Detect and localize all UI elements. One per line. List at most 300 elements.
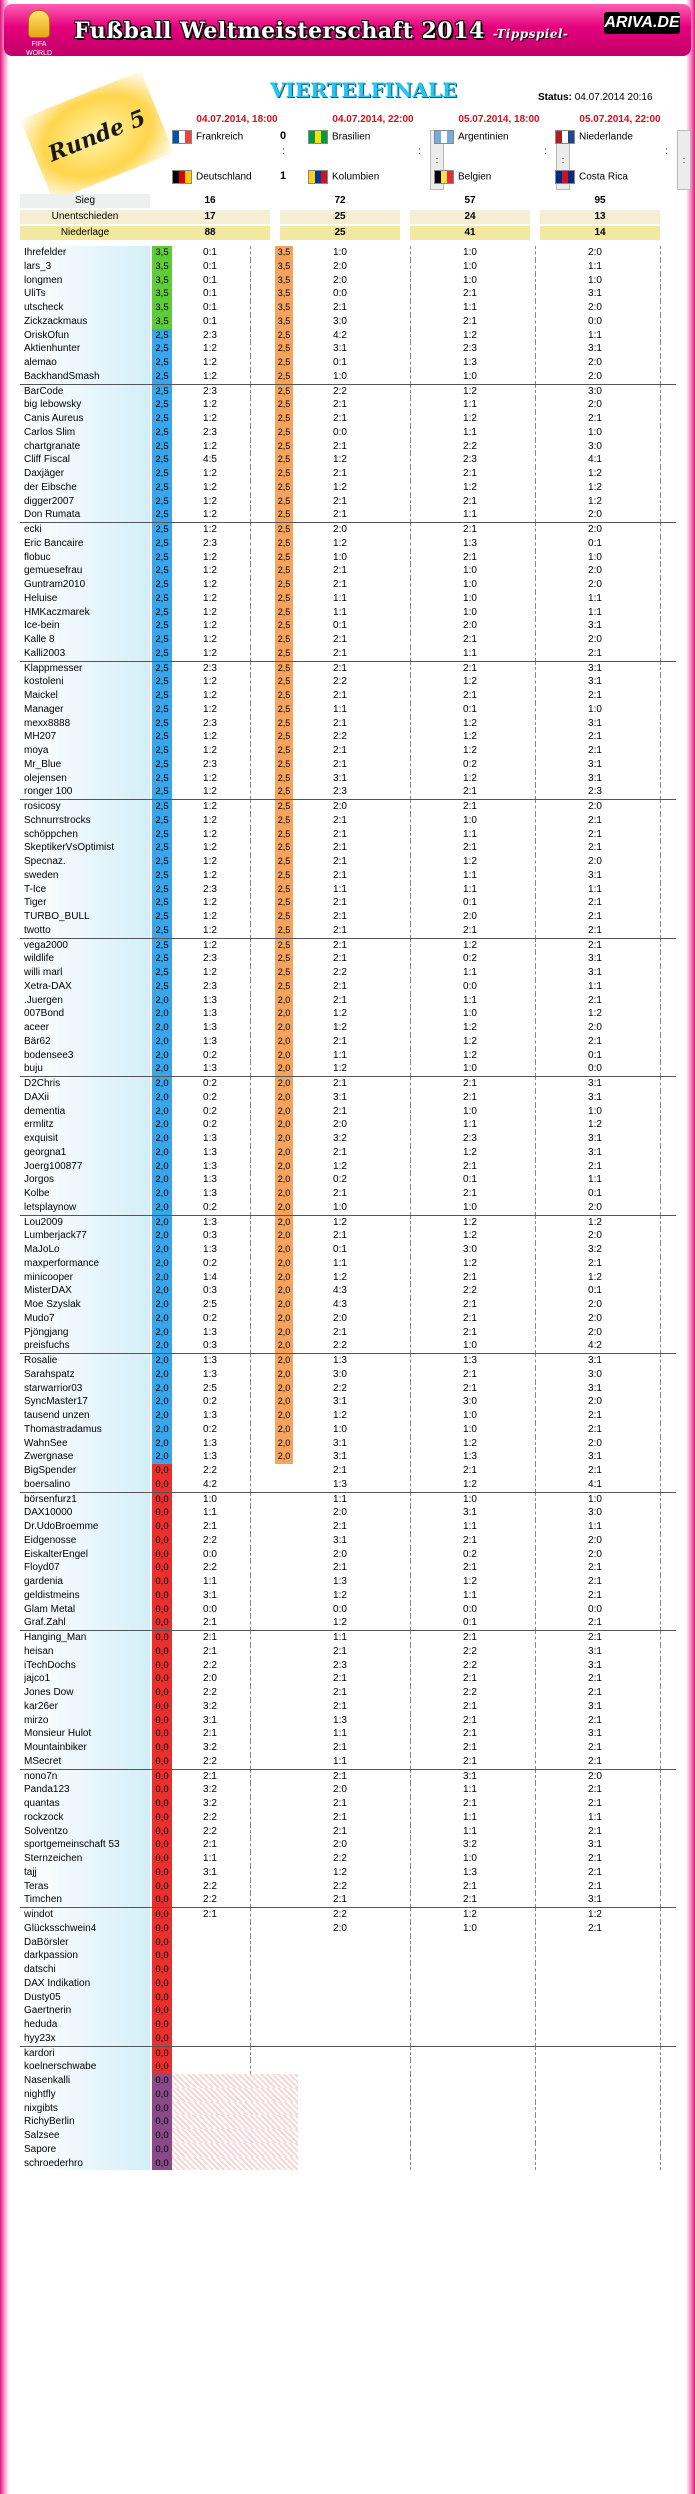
player-name[interactable]: Heluise — [24, 592, 150, 606]
player-points: 2,0 — [152, 1339, 172, 1353]
player-name[interactable]: rockzock — [24, 1811, 150, 1825]
tip-match-4: 2:0 — [588, 579, 602, 590]
column-divider — [410, 2018, 412, 2032]
player-name[interactable]: wildlife — [24, 952, 150, 966]
tip-match-4: 3:1 — [588, 869, 602, 881]
table-row — [20, 924, 676, 938]
tip-match-1: 0:1 — [203, 315, 217, 327]
player-name[interactable]: Klappmesser — [24, 662, 150, 676]
player-name[interactable]: Aktienhunter — [24, 342, 150, 356]
player-name[interactable]: Maickel — [24, 689, 150, 703]
match-points: 2,5 — [275, 730, 293, 744]
player-name[interactable]: dementia — [24, 1105, 150, 1119]
player-points: 2,5 — [152, 412, 172, 426]
tip-match-1: 1:2 — [203, 842, 217, 854]
column-divider — [250, 730, 252, 744]
player-name[interactable]: starwarrior03 — [24, 1382, 150, 1396]
player-name[interactable]: utscheck — [24, 301, 150, 315]
player-name[interactable]: Ice-bein — [24, 619, 150, 633]
player-name[interactable]: Solventzo — [24, 1825, 150, 1839]
player-name[interactable]: rosicosy — [24, 800, 150, 814]
player-name[interactable]: Timchen — [24, 1893, 150, 1907]
player-name[interactable]: Panda123 — [24, 1783, 150, 1797]
tip-match-3: 1:2 — [463, 1257, 477, 1269]
column-divider — [250, 1561, 252, 1575]
column-divider — [660, 633, 662, 647]
player-name[interactable]: willi marl — [24, 966, 150, 980]
player-name[interactable]: MisterDAX — [24, 1284, 150, 1298]
player-name[interactable]: heduda — [24, 2018, 150, 2032]
player-name[interactable]: heisan — [24, 1645, 150, 1659]
player-name[interactable]: Carlos Slim — [24, 426, 150, 440]
match-points: 3,5 — [275, 287, 293, 301]
player-name[interactable]: mexx8888 — [24, 717, 150, 731]
player-name[interactable]: koelnerschwabe — [24, 2060, 150, 2074]
score: 1 — [280, 170, 287, 182]
player-name[interactable]: bodensee3 — [24, 1049, 150, 1063]
player-name[interactable]: MSecret — [24, 1755, 150, 1769]
column-divider — [410, 1395, 412, 1409]
match-points: 2,5 — [275, 356, 293, 370]
column-divider — [410, 564, 412, 578]
player-name[interactable]: BackhandSmash — [24, 370, 150, 384]
player-points: 0,0 — [152, 1852, 172, 1866]
column-divider — [535, 800, 537, 814]
player-points: 2,5 — [152, 966, 172, 980]
player-name[interactable]: Eric Bancaire — [24, 537, 150, 551]
player-name[interactable]: Sapore — [24, 2143, 150, 2157]
column-divider — [660, 564, 662, 578]
column-divider — [535, 883, 537, 897]
tip-match-4: 2:0 — [588, 856, 602, 867]
column-divider — [660, 370, 662, 384]
tip-match-3: 2:0 — [463, 620, 477, 632]
player-points: 2,5 — [152, 564, 172, 578]
column-divider — [250, 1229, 252, 1243]
tip-match-2: 0:2 — [333, 1174, 347, 1186]
player-name[interactable]: DaBörsler — [24, 1936, 150, 1950]
table-row — [20, 1035, 676, 1049]
tip-match-1: 2:5 — [203, 1299, 217, 1310]
player-points: 2,5 — [152, 370, 172, 384]
player-name[interactable]: TURBO_BULL — [24, 910, 150, 924]
player-name[interactable]: Teras — [24, 1880, 150, 1894]
player-points: 2,5 — [152, 772, 172, 786]
column-divider — [250, 1659, 252, 1673]
table-row — [20, 1616, 676, 1630]
player-name[interactable]: Gaertnerin — [24, 2004, 150, 2018]
tip-match-2: 1:0 — [333, 247, 347, 258]
column-divider — [410, 1271, 412, 1285]
player-name[interactable]: geldistmeins — [24, 1589, 150, 1603]
player-name[interactable]: Guntram2010 — [24, 578, 150, 592]
player-name[interactable]: tausend unzen — [24, 1409, 150, 1423]
team — [555, 130, 633, 144]
player-name[interactable]: Moe Szyslak — [24, 1298, 150, 1312]
column-divider — [250, 1243, 252, 1257]
player-name[interactable]: Xetra-DAX — [24, 980, 150, 994]
match-points: 2,0 — [275, 1409, 293, 1423]
player-points: 0,0 — [152, 1493, 172, 1507]
player-name[interactable]: georgna1 — [24, 1146, 150, 1160]
player-points: 2,5 — [152, 537, 172, 551]
player-name[interactable]: Canis Aureus — [24, 412, 150, 426]
table-row — [20, 440, 676, 454]
tip-match-4: 2:0 — [588, 302, 602, 313]
player-name[interactable]: Ihrefelder — [24, 246, 150, 260]
player-name[interactable]: D2Chris — [24, 1077, 150, 1091]
player-name[interactable]: HMKaczmarek — [24, 606, 150, 620]
column-divider — [410, 495, 412, 509]
tip-match-4: 2:0 — [588, 247, 602, 258]
column-divider — [250, 2018, 252, 2032]
tip-match-3: 1:0 — [463, 1853, 477, 1864]
player-name[interactable]: big lebowsky — [24, 398, 150, 412]
flag-icon — [172, 170, 192, 184]
tip-match-3: 2:1 — [463, 786, 477, 798]
match-points: 2,5 — [275, 828, 293, 842]
player-name[interactable]: Pjöngjang — [24, 1326, 150, 1340]
player-points: 2,5 — [152, 924, 172, 938]
player-name[interactable]: UliTs — [24, 287, 150, 301]
player-name[interactable]: Monsieur Hulot — [24, 1727, 150, 1741]
player-name[interactable]: sweden — [24, 869, 150, 883]
player-name[interactable]: Specnaz. — [24, 855, 150, 869]
tip-match-3: 1:1 — [463, 1521, 477, 1532]
column-divider — [250, 703, 252, 717]
column-divider — [250, 1464, 252, 1478]
player-name[interactable]: Salzsee — [24, 2129, 150, 2143]
player-name[interactable]: RichyBerlin — [24, 2115, 150, 2129]
table-row — [20, 1880, 676, 1894]
tip-match-4: 1:0 — [588, 1493, 602, 1505]
player-name[interactable]: digger2007 — [24, 495, 150, 509]
player-name[interactable]: Rosalie — [24, 1354, 150, 1368]
tip-match-4: 2:0 — [588, 1437, 602, 1449]
tip-match-3: 1:2 — [463, 1216, 477, 1228]
tip-match-2: 1:3 — [333, 1576, 347, 1587]
tip-match-2: 2:0 — [333, 260, 347, 272]
player-name[interactable]: BigSpender — [24, 1464, 150, 1478]
player-name[interactable]: Tiger — [24, 896, 150, 910]
column-divider — [250, 1741, 252, 1755]
tip-match-4: 0:0 — [588, 1063, 602, 1075]
score: 0 — [280, 130, 287, 142]
tip-match-2: 2:1 — [333, 856, 347, 867]
player-name[interactable]: Glücksschwein4 — [24, 1922, 150, 1936]
player-name[interactable]: Hanging_Man — [24, 1631, 150, 1645]
player-name[interactable]: datschi — [24, 1963, 150, 1977]
tip-match-3: 3:1 — [463, 1770, 477, 1782]
tip-match-4: 2:1 — [588, 1866, 602, 1878]
player-name[interactable]: chartgranate — [24, 440, 150, 454]
tip-match-4: 1:0 — [588, 551, 602, 563]
tip-match-2: 1:2 — [333, 1617, 347, 1629]
player-name[interactable]: windot — [24, 1908, 150, 1922]
player-name[interactable]: Daxjäger — [24, 467, 150, 481]
player-name[interactable]: DAX10000 — [24, 1506, 150, 1520]
player-name[interactable]: kar26er — [24, 1700, 150, 1714]
player-name[interactable]: ronger 100 — [24, 785, 150, 799]
player-name[interactable]: ermlitz — [24, 1118, 150, 1132]
player-points: 0,0 — [152, 1645, 172, 1659]
player-name[interactable]: ecki — [24, 523, 150, 537]
player-name[interactable]: iTechDochs — [24, 1659, 150, 1673]
player-name[interactable]: MH207 — [24, 730, 150, 744]
player-name[interactable]: EiskalterEngel — [24, 1548, 150, 1562]
column-divider — [535, 1880, 537, 1894]
player-name[interactable]: tajj — [24, 1866, 150, 1880]
table-row — [20, 2074, 676, 2088]
player-name[interactable]: Zickzackmaus — [24, 315, 150, 329]
column-divider — [410, 1645, 412, 1659]
tip-match-4: 1:1 — [588, 1174, 602, 1186]
tip-match-1: 2:2 — [203, 1534, 217, 1546]
player-name[interactable]: nono7n — [24, 1770, 150, 1784]
player-points: 2,0 — [152, 1409, 172, 1423]
column-divider — [410, 1949, 412, 1963]
tip-match-2: 2:1 — [333, 302, 347, 313]
player-name[interactable]: schöppchen — [24, 828, 150, 842]
player-name[interactable]: gemuesefrau — [24, 564, 150, 578]
player-name[interactable]: der Eibsche — [24, 481, 150, 495]
player-name[interactable]: aceer — [24, 1021, 150, 1035]
player-name[interactable]: Cliff Fiscal — [24, 453, 150, 467]
column-divider — [535, 980, 537, 994]
player-name[interactable]: lars_3 — [24, 260, 150, 274]
tip-match-4: 2:1 — [588, 1257, 602, 1269]
player-name[interactable]: SyncMaster17 — [24, 1395, 150, 1409]
player-name[interactable]: Floyd07 — [24, 1561, 150, 1575]
tip-match-4: 2:1 — [588, 1825, 602, 1837]
player-name[interactable]: Kolbe — [24, 1187, 150, 1201]
brand-logo[interactable] — [604, 12, 680, 34]
player-name[interactable]: Jones Dow — [24, 1686, 150, 1700]
player-name[interactable]: Jorgos — [24, 1173, 150, 1187]
player-name[interactable]: twotto — [24, 924, 150, 938]
player-name[interactable]: schroederhro — [24, 2157, 150, 2171]
player-name[interactable]: Dr.UdoBroemme — [24, 1520, 150, 1534]
column-divider — [250, 551, 252, 565]
player-name[interactable]: WahnSee — [24, 1437, 150, 1451]
tip-match-4: 1:1 — [588, 606, 602, 618]
player-name[interactable]: Kalle 8 — [24, 633, 150, 647]
column-divider — [250, 633, 252, 647]
player-name[interactable]: buju — [24, 1062, 150, 1076]
tip-match-4: 3:2 — [588, 1244, 602, 1255]
column-divider — [660, 1880, 662, 1894]
player-name[interactable]: boersalino — [24, 1478, 150, 1492]
player-name[interactable]: kostoleni — [24, 675, 150, 689]
column-divider — [250, 1714, 252, 1728]
player-name[interactable]: Mudo7 — [24, 1312, 150, 1326]
player-name[interactable]: olejensen — [24, 772, 150, 786]
tip-match-2: 2:0 — [333, 801, 347, 812]
player-name[interactable]: Lou2009 — [24, 1216, 150, 1230]
tip-match-1: 2:1 — [203, 1617, 217, 1629]
tip-match-2: 2:0 — [333, 1507, 347, 1519]
column-divider — [660, 1007, 662, 1021]
tip-match-3: 2:1 — [463, 1714, 477, 1726]
tip-match-3: 2:1 — [463, 1880, 477, 1892]
player-name[interactable]: nightfly — [24, 2088, 150, 2102]
column-divider — [410, 1825, 412, 1839]
player-name[interactable]: Joerg100877 — [24, 1160, 150, 1174]
player-points: 2,0 — [152, 1173, 172, 1187]
tip-match-2: 2:1 — [333, 980, 347, 992]
player-name[interactable]: 007Bond — [24, 1007, 150, 1021]
tip-match-3: 3:0 — [463, 1244, 477, 1255]
player-name[interactable]: alemao — [24, 356, 150, 370]
player-name[interactable]: gardenia — [24, 1575, 150, 1589]
tip-match-2: 2:1 — [333, 440, 347, 452]
player-name[interactable]: nixgibts — [24, 2102, 150, 2116]
column-divider — [660, 356, 662, 370]
column-divider — [250, 1520, 252, 1534]
player-name[interactable]: börsenfurz1 — [24, 1493, 150, 1507]
player-name[interactable]: Don Rumata — [24, 508, 150, 522]
player-name[interactable]: quantas — [24, 1797, 150, 1811]
player-name[interactable]: longmen — [24, 274, 150, 288]
column-divider — [250, 274, 252, 288]
column-divider — [250, 952, 252, 966]
column-divider — [250, 910, 252, 924]
tip-match-2: 1:0 — [333, 370, 347, 382]
player-name[interactable]: Graf.Zahl — [24, 1616, 150, 1630]
column-divider — [660, 1409, 662, 1423]
player-name[interactable]: Schnurrstrocks — [24, 814, 150, 828]
player-name[interactable]: Lumberjack77 — [24, 1229, 150, 1243]
player-name[interactable]: Glam Metal — [24, 1603, 150, 1617]
tip-match-2: 2:1 — [333, 1326, 347, 1338]
player-name[interactable]: Zwergnase — [24, 1450, 150, 1464]
player-name[interactable]: Sarahspatz — [24, 1368, 150, 1382]
tip-match-1: 0:2 — [203, 1049, 217, 1061]
team-name: Kolumbien — [332, 171, 380, 183]
player-name[interactable]: BarCode — [24, 385, 150, 399]
column-divider — [250, 287, 252, 301]
match-date: 04.07.2014, 18:00 — [196, 114, 278, 125]
player-name[interactable]: vega2000 — [24, 939, 150, 953]
player-name[interactable]: Manager — [24, 703, 150, 717]
player-points: 0,0 — [152, 1464, 172, 1478]
column-divider — [660, 426, 662, 440]
player-points: 2,5 — [152, 896, 172, 910]
column-divider — [410, 578, 412, 592]
column-divider — [535, 2004, 537, 2018]
player-points: 3,5 — [152, 246, 172, 260]
column-divider — [410, 508, 412, 522]
tip-selector[interactable]: : — [556, 130, 570, 190]
tip-match-1: 2:1 — [203, 1839, 217, 1851]
column-divider — [660, 1257, 662, 1271]
tip-match-3: 1:1 — [463, 509, 477, 521]
player-name[interactable]: kardori — [24, 2047, 150, 2061]
tip-match-2: 2:1 — [333, 1078, 347, 1089]
player-name[interactable]: Mountainbiker — [24, 1741, 150, 1755]
column-divider — [535, 1686, 537, 1700]
player-name[interactable]: DAX Indikation — [24, 1977, 150, 1991]
player-name[interactable]: minicooper — [24, 1271, 150, 1285]
player-name[interactable]: preisfuchs — [24, 1339, 150, 1353]
tip-match-2: 1:1 — [333, 1632, 347, 1643]
tip-match-4: 2:0 — [588, 357, 602, 368]
tip-match-3: 2:0 — [463, 911, 477, 922]
column-divider — [410, 440, 412, 454]
player-name[interactable]: darkpassion — [24, 1949, 150, 1963]
table-row — [20, 1312, 676, 1326]
player-name[interactable]: OriskOfun — [24, 329, 150, 343]
tip-selector[interactable]: : — [430, 130, 444, 190]
tip-selector[interactable]: : — [677, 130, 691, 190]
player-points: 2,5 — [152, 883, 172, 897]
match-points: 2,0 — [275, 1354, 293, 1368]
tip-match-4: 3:1 — [588, 1133, 602, 1144]
player-name[interactable]: Dusty05 — [24, 1991, 150, 2005]
player-name[interactable]: T-Ice — [24, 883, 150, 897]
player-points: 2,0 — [152, 1437, 172, 1451]
player-name[interactable]: DAXii — [24, 1091, 150, 1105]
tip-match-1: 0:3 — [203, 1340, 217, 1352]
player-name[interactable]: Bär62 — [24, 1035, 150, 1049]
player-name[interactable]: hyy23x — [24, 2032, 150, 2046]
table-row — [20, 384, 676, 399]
tip-match-2: 2:1 — [333, 994, 347, 1006]
player-name[interactable]: flobuc — [24, 551, 150, 565]
player-name[interactable]: exquisit — [24, 1132, 150, 1146]
table-row — [20, 1201, 676, 1215]
player-name[interactable]: MaJoLo — [24, 1243, 150, 1257]
player-name[interactable]: mirzo — [24, 1714, 150, 1728]
tip-match-4: 2:1 — [588, 413, 602, 424]
player-name[interactable]: .Juergen — [24, 994, 150, 1008]
tip-match-3: 1:0 — [463, 1008, 477, 1020]
column-divider — [535, 2143, 537, 2157]
column-divider — [660, 1700, 662, 1714]
table-row — [20, 938, 676, 953]
tip-match-3: 2:1 — [463, 1632, 477, 1643]
player-name[interactable]: jajco1 — [24, 1672, 150, 1686]
table-row — [20, 592, 676, 606]
column-divider — [410, 1936, 412, 1950]
status-value: 04.07.2014 20:16 — [574, 92, 653, 103]
tip-match-3: 1:1 — [463, 1811, 477, 1823]
player-name[interactable]: sportgemeinschaft 53 — [24, 1838, 150, 1852]
column-divider — [410, 385, 412, 399]
tip-match-3: 2:2 — [463, 1687, 477, 1698]
match-points: 2,5 — [275, 924, 293, 938]
tip-match-1: 1:2 — [203, 524, 217, 535]
player-name[interactable]: Eidgenosse — [24, 1534, 150, 1548]
tip-match-4: 0:0 — [588, 1603, 602, 1615]
tip-match-1: 2:1 — [203, 1770, 217, 1782]
player-name[interactable]: Nasenkalli — [24, 2074, 150, 2088]
column-divider — [410, 274, 412, 288]
player-name[interactable]: letsplaynow — [24, 1201, 150, 1215]
tip-match-1: 2:3 — [203, 662, 217, 674]
empty-hatch — [172, 2102, 298, 2116]
player-name[interactable]: Thomastradamus — [24, 1423, 150, 1437]
player-name[interactable]: maxperformance — [24, 1257, 150, 1271]
player-name[interactable]: moya — [24, 744, 150, 758]
player-name[interactable]: SkeptikerVsOptimist — [24, 841, 150, 855]
column-divider — [535, 675, 537, 689]
player-name[interactable]: Mr_Blue — [24, 758, 150, 772]
player-name[interactable]: Sternzeichen — [24, 1852, 150, 1866]
tip-match-1: 1:1 — [203, 1853, 217, 1864]
player-name[interactable]: Kalli2003 — [24, 647, 150, 661]
tip-match-2: 2:1 — [333, 1798, 347, 1809]
